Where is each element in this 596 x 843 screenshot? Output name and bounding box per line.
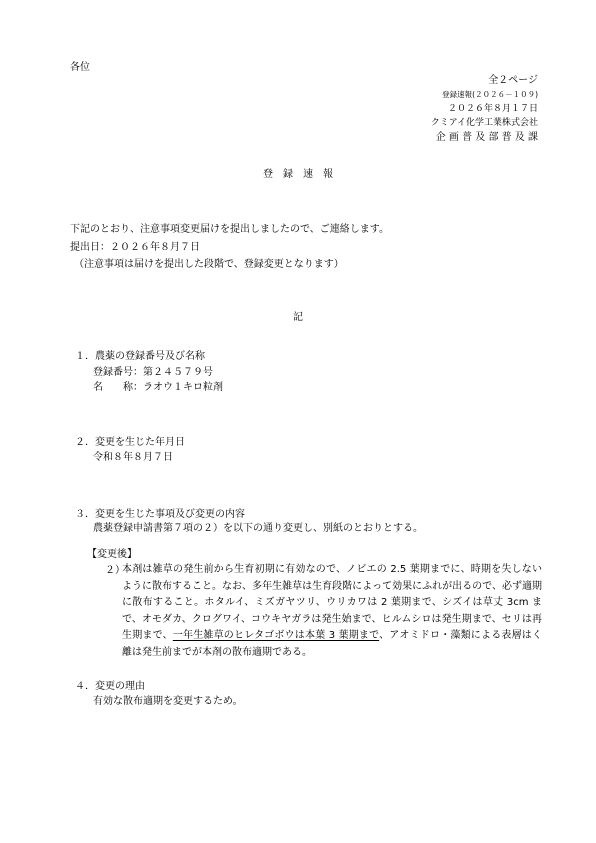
item-number: ２） (105, 565, 125, 576)
section-3-heading: ３．変更を生じた事項及び変更の内容 (75, 509, 245, 520)
changed-text-main: 本剤は雑草の発生前から生育初期に有効なので、ノビエの 2.5 葉期までに、時期を失しないように散布すること。なお、多年生雑草は生育段階によって効果にふれが出るので、必ず適期に散布すること。ホタルイ、ミズガヤツリ、ウリカワは 2 葉期まで、シズイは草丈 3cm まで、オモダカ、クログワイ、コウキヤガラは発生始まで、ヒルムシロは発生期まで、セリは再生期まで、 (122, 564, 542, 641)
intro-line: 下記のとおり、注意事項変更届けを提出しましたので、ご連絡します。 (70, 224, 389, 235)
product-name: 名 称：ラオウ１キロ粒剤 (93, 382, 223, 393)
section-4-heading: ４．変更の理由 (75, 681, 145, 692)
document-title: 登 録 速 報 (263, 169, 333, 180)
changed-text-tail: 、アオミドロ・藻類による表層はく離は発生前までが本剤の散布適期である。 (122, 630, 542, 658)
section-1-heading: １．農薬の登録番号及び名称 (75, 351, 205, 362)
section-3-description: 農薬登録申請書第７項の２）を以下の通り変更し、別紙のとおりとする。 (93, 523, 423, 534)
ki-marker: 記 (293, 312, 303, 323)
registration-number: 登録番号：第２４５７９号 (93, 367, 213, 378)
section-2-heading: ２．変更を生じた年月日 (75, 437, 185, 448)
company-name: クミアイ化学工業株式会社 (430, 118, 538, 128)
department-name: 企 画 普 及 部 普 及 課 (435, 132, 538, 143)
change-date: 令和８年８月７日 (93, 452, 173, 463)
after-change-label: 【変更後】 (87, 549, 137, 560)
document-number: 登録速報(２０２６－１０９) (442, 90, 538, 99)
changed-text-block (122, 562, 542, 661)
change-reason: 有効な散布適期を変更するため。 (93, 696, 243, 707)
addressee: 各位 (70, 62, 90, 73)
submission-date: 提出日：２０２６年８月７日 (70, 242, 200, 253)
issue-date: ２０２６年８月１７日 (447, 104, 538, 114)
changed-text-underlined: 一年生雑草のヒレタゴボウは本葉 3 葉期まで (172, 630, 380, 641)
page-count: 全２ページ (488, 75, 538, 86)
intro-note: （注意事項は届けを提出した段階で、登録変更となります） (74, 259, 344, 270)
